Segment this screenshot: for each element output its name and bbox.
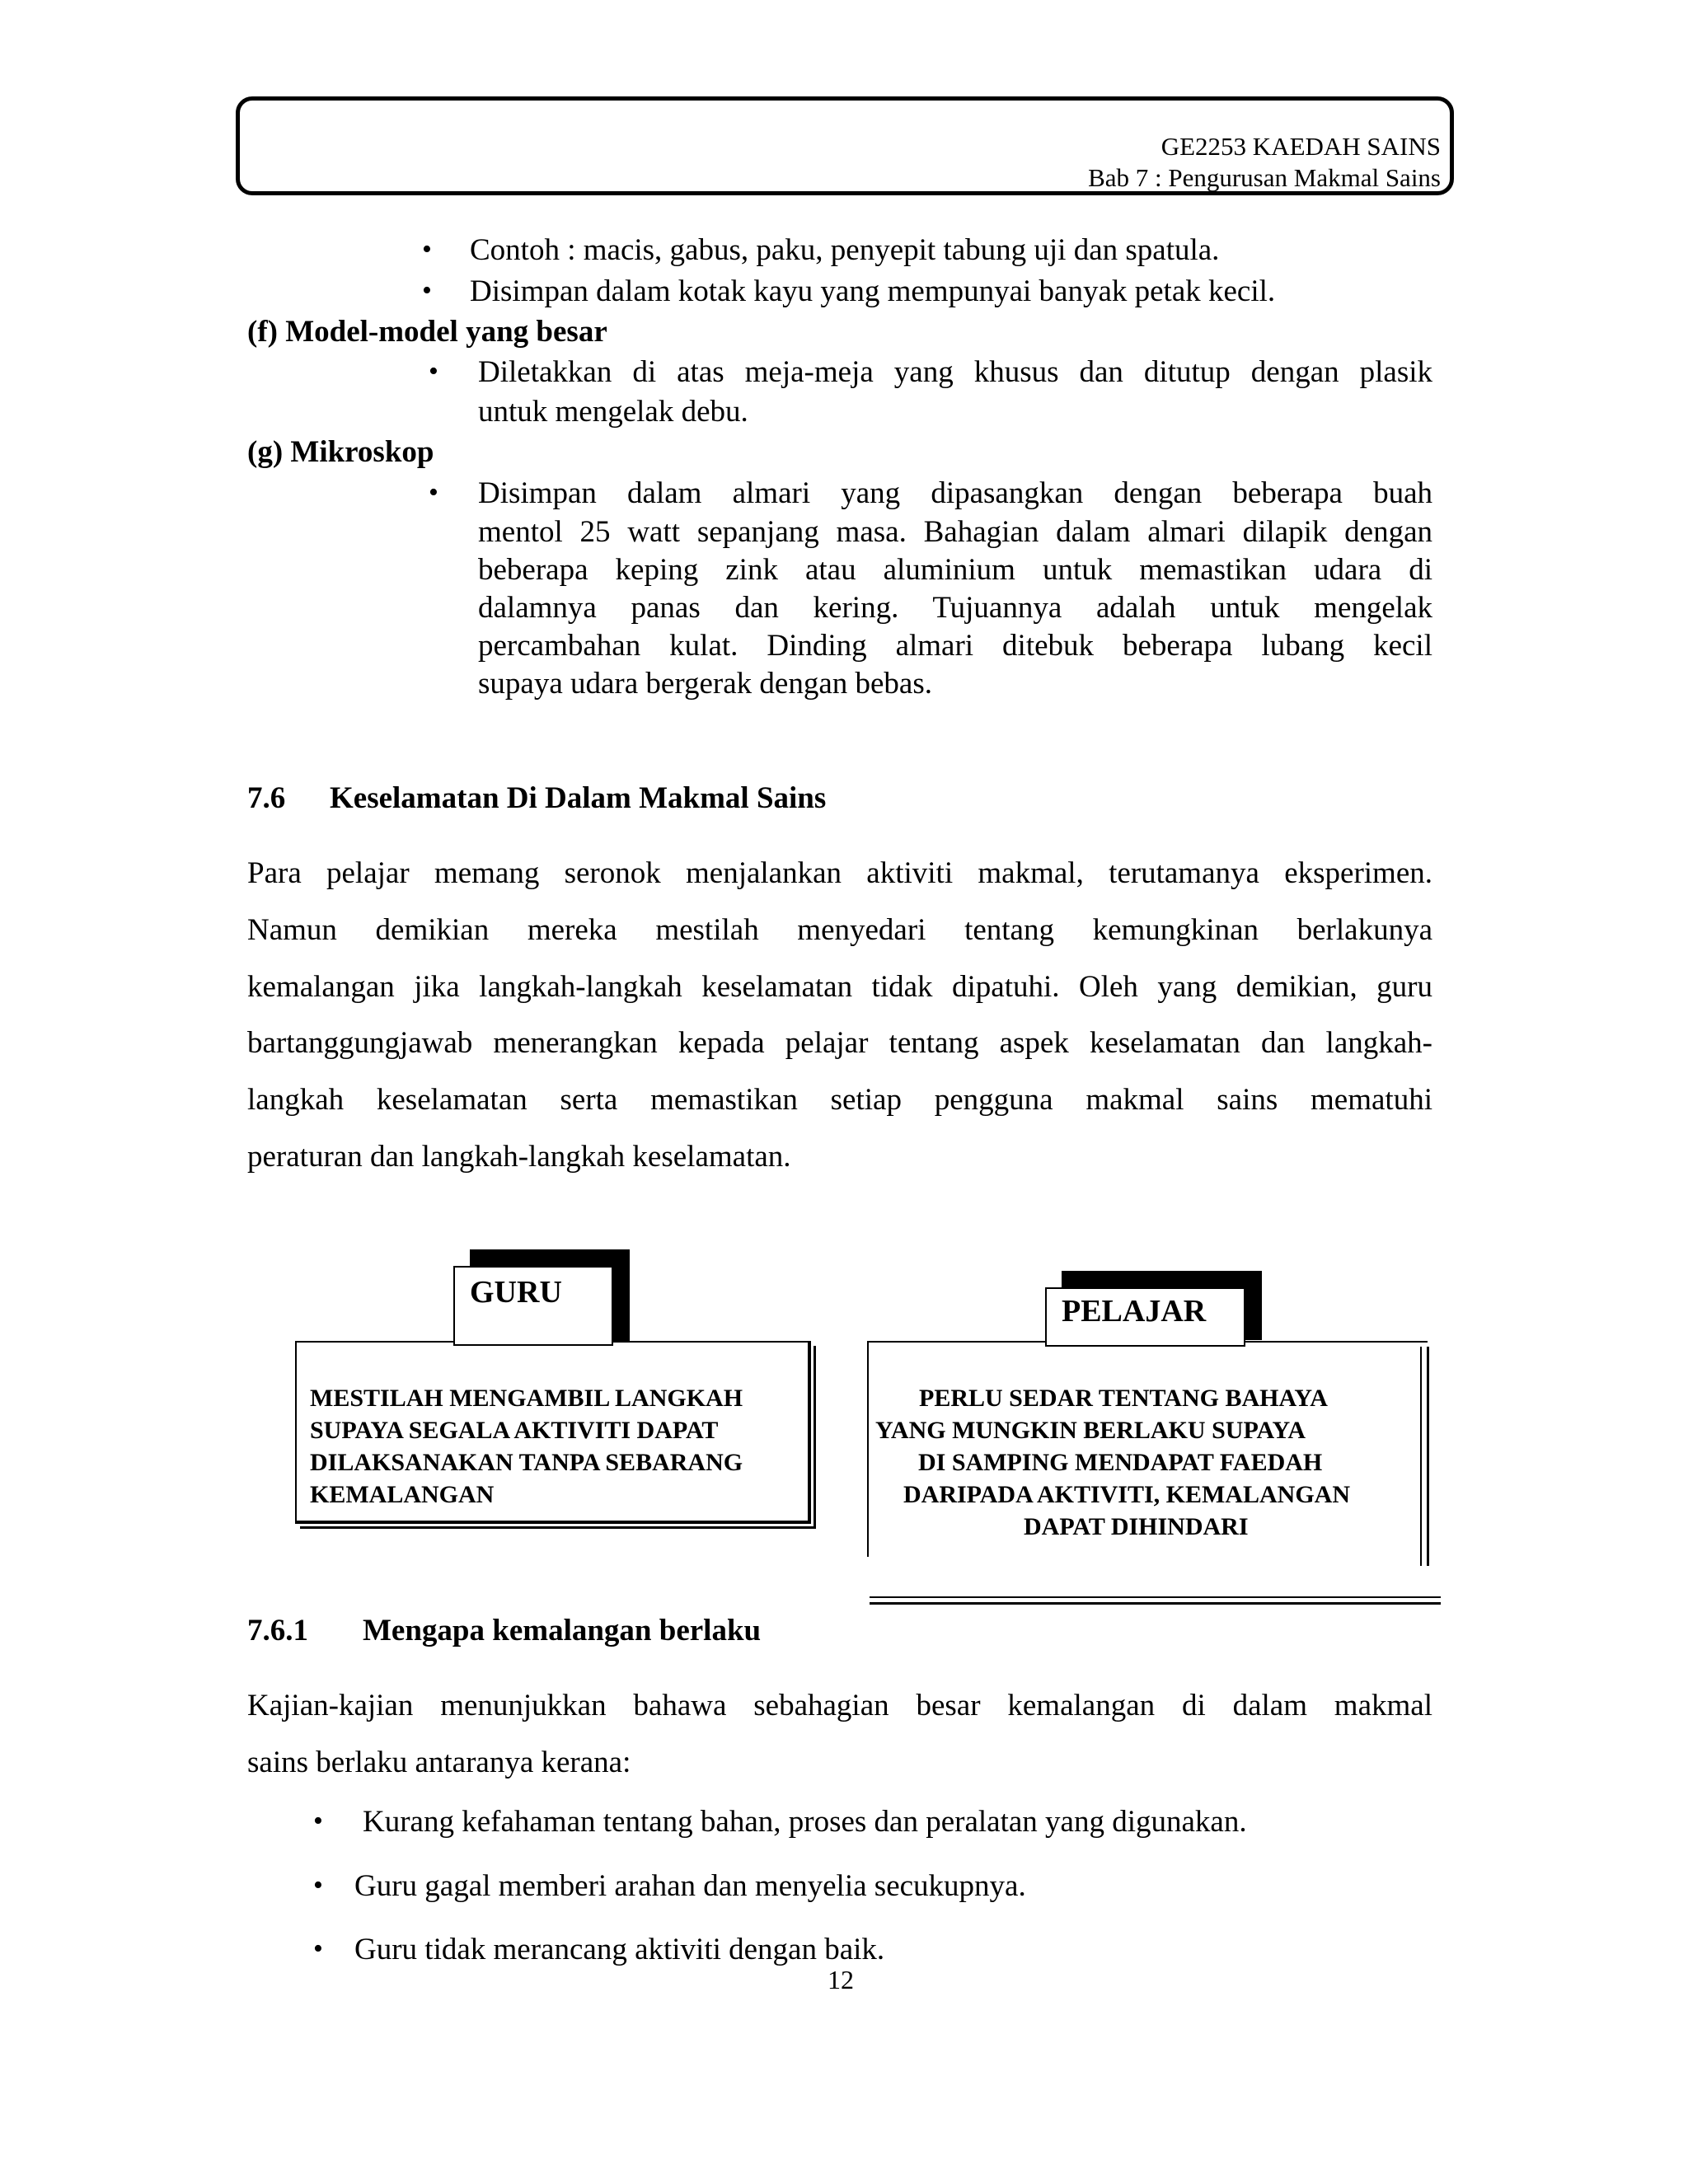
guru-box-line: KEMALANGAN bbox=[310, 1481, 495, 1508]
section-g-line: supaya udara bergerak dengan bebas. bbox=[478, 667, 932, 701]
page-number: 12 bbox=[828, 1965, 854, 1994]
bullet-icon: • bbox=[422, 234, 432, 265]
list-item: Kurang kefahaman tentang bahan, proses dan peralatan yang digunakan. bbox=[363, 1805, 1247, 1839]
section-761-number: 7.6.1 bbox=[247, 1614, 308, 1647]
list-item: Guru tidak merancang aktiviti dengan baik. bbox=[354, 1933, 885, 1966]
list-item: Guru gagal memberi arahan dan menyelia secukupnya. bbox=[354, 1869, 1026, 1903]
bullet-icon: • bbox=[429, 356, 438, 387]
section-f-line: Diletakkan di atas meja-meja yang khusus dan ditutup dengan plasik bbox=[478, 355, 1432, 389]
pelajar-box-left bbox=[867, 1341, 869, 1557]
pelajar-box-right bbox=[1420, 1347, 1422, 1566]
section-g-line: beberapa keping zink atau aluminium untuk memastikan udara di bbox=[478, 553, 1432, 587]
list-item: Contoh : macis, gabus, paku, penyepit tabung uji dan spatula. bbox=[470, 233, 1220, 267]
section-g-line: Disimpan dalam almari yang dipasangkan dengan beberapa buah bbox=[478, 476, 1432, 510]
pelajar-box-line: DAPAT DIHINDARI bbox=[1024, 1513, 1249, 1540]
paragraph-line: Namun demikian mereka mestilah menyedari tentang kemungkinan berlakunya bbox=[247, 913, 1432, 947]
bullet-icon: • bbox=[429, 477, 438, 508]
list-item: Disimpan dalam kotak kayu yang mempunyai banyak petak kecil. bbox=[470, 274, 1276, 308]
section-g-heading: (g) Mikroskop bbox=[247, 435, 434, 469]
guru-box-line: DILAKSANAKAN TANPA SEBARANG bbox=[310, 1449, 743, 1476]
pelajar-box-line: DARIPADA AKTIVITI, KEMALANGAN bbox=[903, 1481, 1350, 1508]
guru-box-line: MESTILAH MENGAMBIL LANGKAH bbox=[310, 1385, 743, 1412]
guru-label: GURU bbox=[453, 1266, 613, 1346]
bullet-icon: • bbox=[422, 275, 432, 306]
header-course-code: GE2253 KAEDAH SAINS bbox=[1160, 132, 1441, 161]
section-76-title: Keselamatan Di Dalam Makmal Sains bbox=[330, 781, 827, 815]
pelajar-label: PELAJAR bbox=[1045, 1287, 1245, 1347]
section-f-line: untuk mengelak debu. bbox=[478, 395, 748, 429]
paragraph-line: langkah keselamatan serta memastikan setiap pengguna makmal sains mematuhi bbox=[247, 1083, 1432, 1117]
bullet-icon: • bbox=[313, 1870, 323, 1900]
paragraph-line: bartanggungjawab menerangkan kepada pelajar tentang aspek keselamatan dan langkah- bbox=[247, 1026, 1432, 1060]
pelajar-box-line: YANG MUNGKIN BERLAKU SUPAYA bbox=[875, 1417, 1306, 1444]
bullet-icon: • bbox=[313, 1933, 323, 1964]
bullet-icon: • bbox=[313, 1806, 323, 1836]
paragraph-line: peraturan dan langkah-langkah keselamatan. bbox=[247, 1140, 791, 1174]
section-g-line: mentol 25 watt sepanjang masa. Bahagian dalam almari dilapik dengan bbox=[478, 515, 1432, 549]
guru-box-line: SUPAYA SEGALA AKTIVITI DAPAT bbox=[310, 1417, 719, 1444]
pelajar-box-right-shadow bbox=[1427, 1347, 1429, 1566]
header-chapter: Bab 7 : Pengurusan Makmal Sains bbox=[1088, 163, 1441, 192]
paragraph-line: Para pelajar memang seronok menjalankan aktiviti makmal, terutamanya eksperimen. bbox=[247, 856, 1432, 890]
pelajar-box-line: DI SAMPING MENDAPAT FAEDAH bbox=[918, 1449, 1323, 1476]
pelajar-box-bottom bbox=[870, 1596, 1441, 1598]
paragraph-line: kemalangan jika langkah-langkah keselamatan tidak dipatuhi. Oleh yang demikian, guru bbox=[247, 970, 1432, 1004]
section-f-heading: (f) Model-model yang besar bbox=[247, 315, 607, 349]
section-g-line: percambahan kulat. Dinding almari ditebuk beberapa lubang kecil bbox=[478, 629, 1432, 663]
pelajar-box-bottom-shadow bbox=[870, 1602, 1441, 1605]
section-761-title: Mengapa kemalangan berlaku bbox=[363, 1614, 762, 1647]
section-g-line: dalamnya panas dan kering. Tujuannya adalah untuk mengelak bbox=[478, 591, 1432, 625]
paragraph-line: Kajian-kajian menunjukkan bahawa sebahagian besar kemalangan di dalam makmal bbox=[247, 1689, 1432, 1722]
paragraph-line: sains berlaku antaranya kerana: bbox=[247, 1746, 631, 1779]
section-76-number: 7.6 bbox=[247, 781, 286, 815]
pelajar-box-line: PERLU SEDAR TENTANG BAHAYA bbox=[919, 1385, 1328, 1412]
